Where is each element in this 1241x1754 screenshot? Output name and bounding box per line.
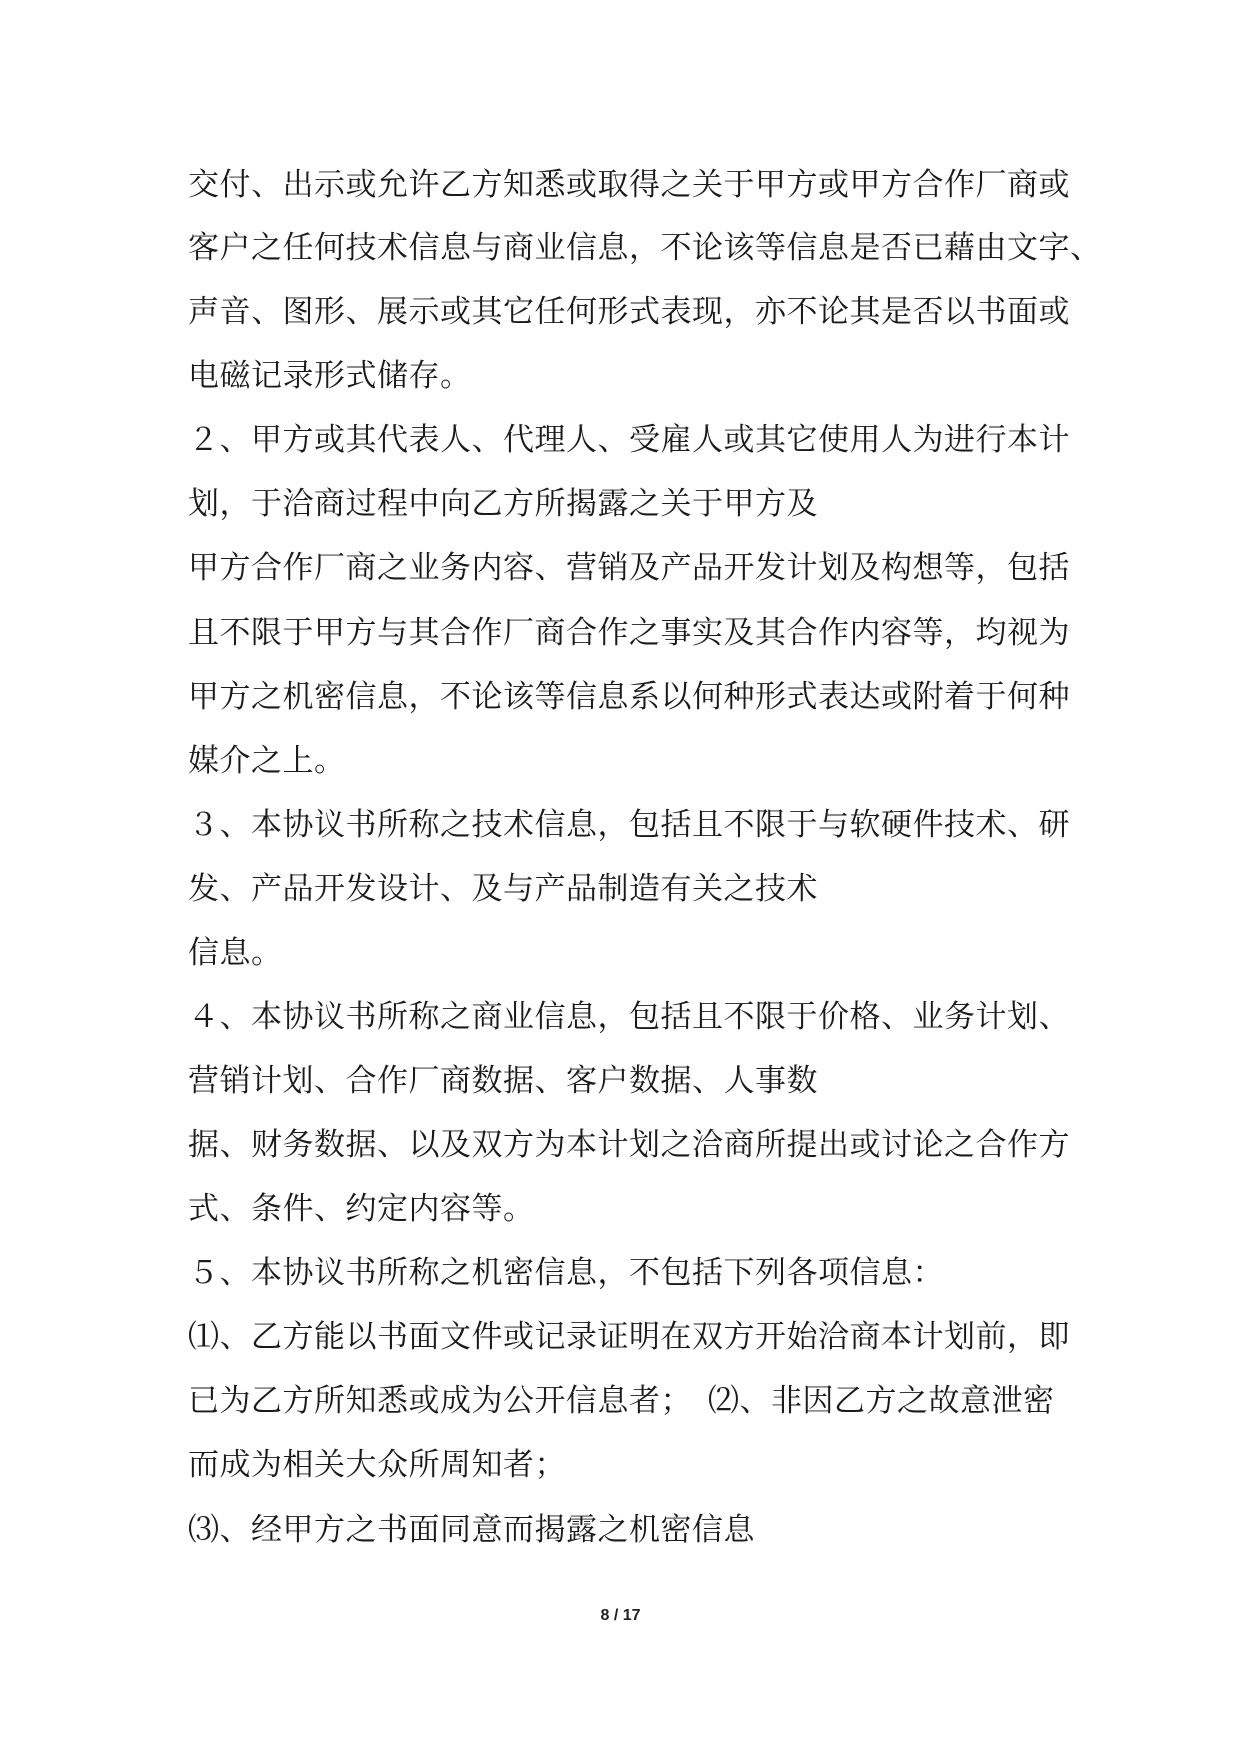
text-line: 客户之任何技术信息与商业信息，不论该等信息是否已藉由文字、	[188, 230, 1102, 266]
text-line: 式、条件、约定内容等。	[188, 1191, 535, 1227]
text-line: ３、本协议书所称之技术信息，包括且不限于与软硬件技术、研	[188, 807, 1070, 843]
text-line: ４、本协议书所称之商业信息，包括且不限于价格、业务计划、	[188, 999, 1070, 1035]
text-line: 电磁记录形式储存。	[188, 358, 472, 394]
text-line: 声音、图形、展示或其它任何形式表现，亦不论其是否以书面或	[188, 294, 1070, 330]
text-line: 信息。	[188, 935, 283, 971]
text-line: 发、产品开发设计、及与产品制造有关之技术	[188, 871, 818, 907]
text-line: ２、甲方或其代表人、代理人、受雇人或其它使用人为进行本计	[188, 422, 1070, 458]
text-line: ⑴、乙方能以书面文件或记录证明在双方开始洽商本计划前，即	[188, 1319, 1070, 1355]
page-number: 8 / 17	[600, 1607, 641, 1624]
text-line: 已为乙方所知悉或成为公开信息者； ⑵、非因乙方之故意泄密	[188, 1383, 1055, 1419]
text-line: ５、本协议书所称之机密信息，不包括下列各项信息：	[188, 1255, 944, 1291]
text-line: 据、财务数据、以及双方为本计划之洽商所提出或讨论之合作方	[188, 1127, 1070, 1163]
text-line: 且不限于甲方与其合作厂商合作之事实及其合作内容等，均视为	[188, 615, 1070, 651]
text-line: 而成为相关大众所周知者；	[188, 1447, 566, 1483]
text-line: 划，于洽商过程中向乙方所揭露之关于甲方及	[188, 486, 818, 522]
text-line: 媒介之上。	[188, 743, 346, 779]
text-line: 交付、出示或允许乙方知悉或取得之关于甲方或甲方合作厂商或	[188, 167, 1070, 203]
text-line: ⑶、经甲方之书面同意而揭露之机密信息	[188, 1512, 755, 1548]
text-line: 甲方合作厂商之业务内容、营销及产品开发计划及构想等，包括	[188, 550, 1070, 586]
text-line: 甲方之机密信息，不论该等信息系以何种形式表达或附着于何种	[188, 679, 1070, 715]
text-line: 营销计划、合作厂商数据、客户数据、人事数	[188, 1063, 818, 1099]
